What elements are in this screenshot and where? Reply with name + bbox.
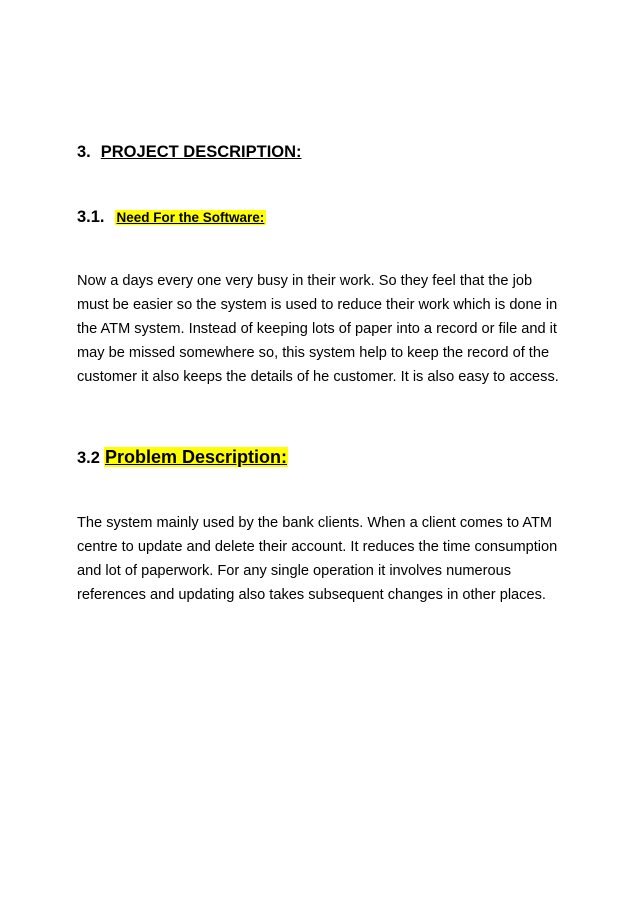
subsection-number-problem: 3.2 [77,449,100,467]
subsection-title-problem: Problem Description: [104,447,287,467]
paragraph-need-for-software: Now a days every one very busy in their work. So they feel that the job must be easier so the system is used to reduce their work which is done in the ATM system. Instead of keeping lots of paper into a record or file and it may be missed somewhere so, this system help to keep the record of the customer it also keeps the details of he customer. It is also easy to access. [77,273,559,385]
section-heading [77,143,302,162]
subsection-number-need: 3.1. [77,208,105,226]
subsection-heading-problem [77,447,288,468]
subsection-title-need: Need For the Software: [116,210,265,225]
paragraph-problem-description: The system mainly used by the bank clients. When a client comes to ATM centre to update and delete their account. It reduces the time consumption and lot of paperwork. For any single operation it involves numerous references and updating also takes subsequent changes in other places. [77,515,558,603]
section-title: PROJECT DESCRIPTION: [100,143,302,161]
section-number: 3. [77,143,91,161]
subsection-heading-need [77,208,266,227]
